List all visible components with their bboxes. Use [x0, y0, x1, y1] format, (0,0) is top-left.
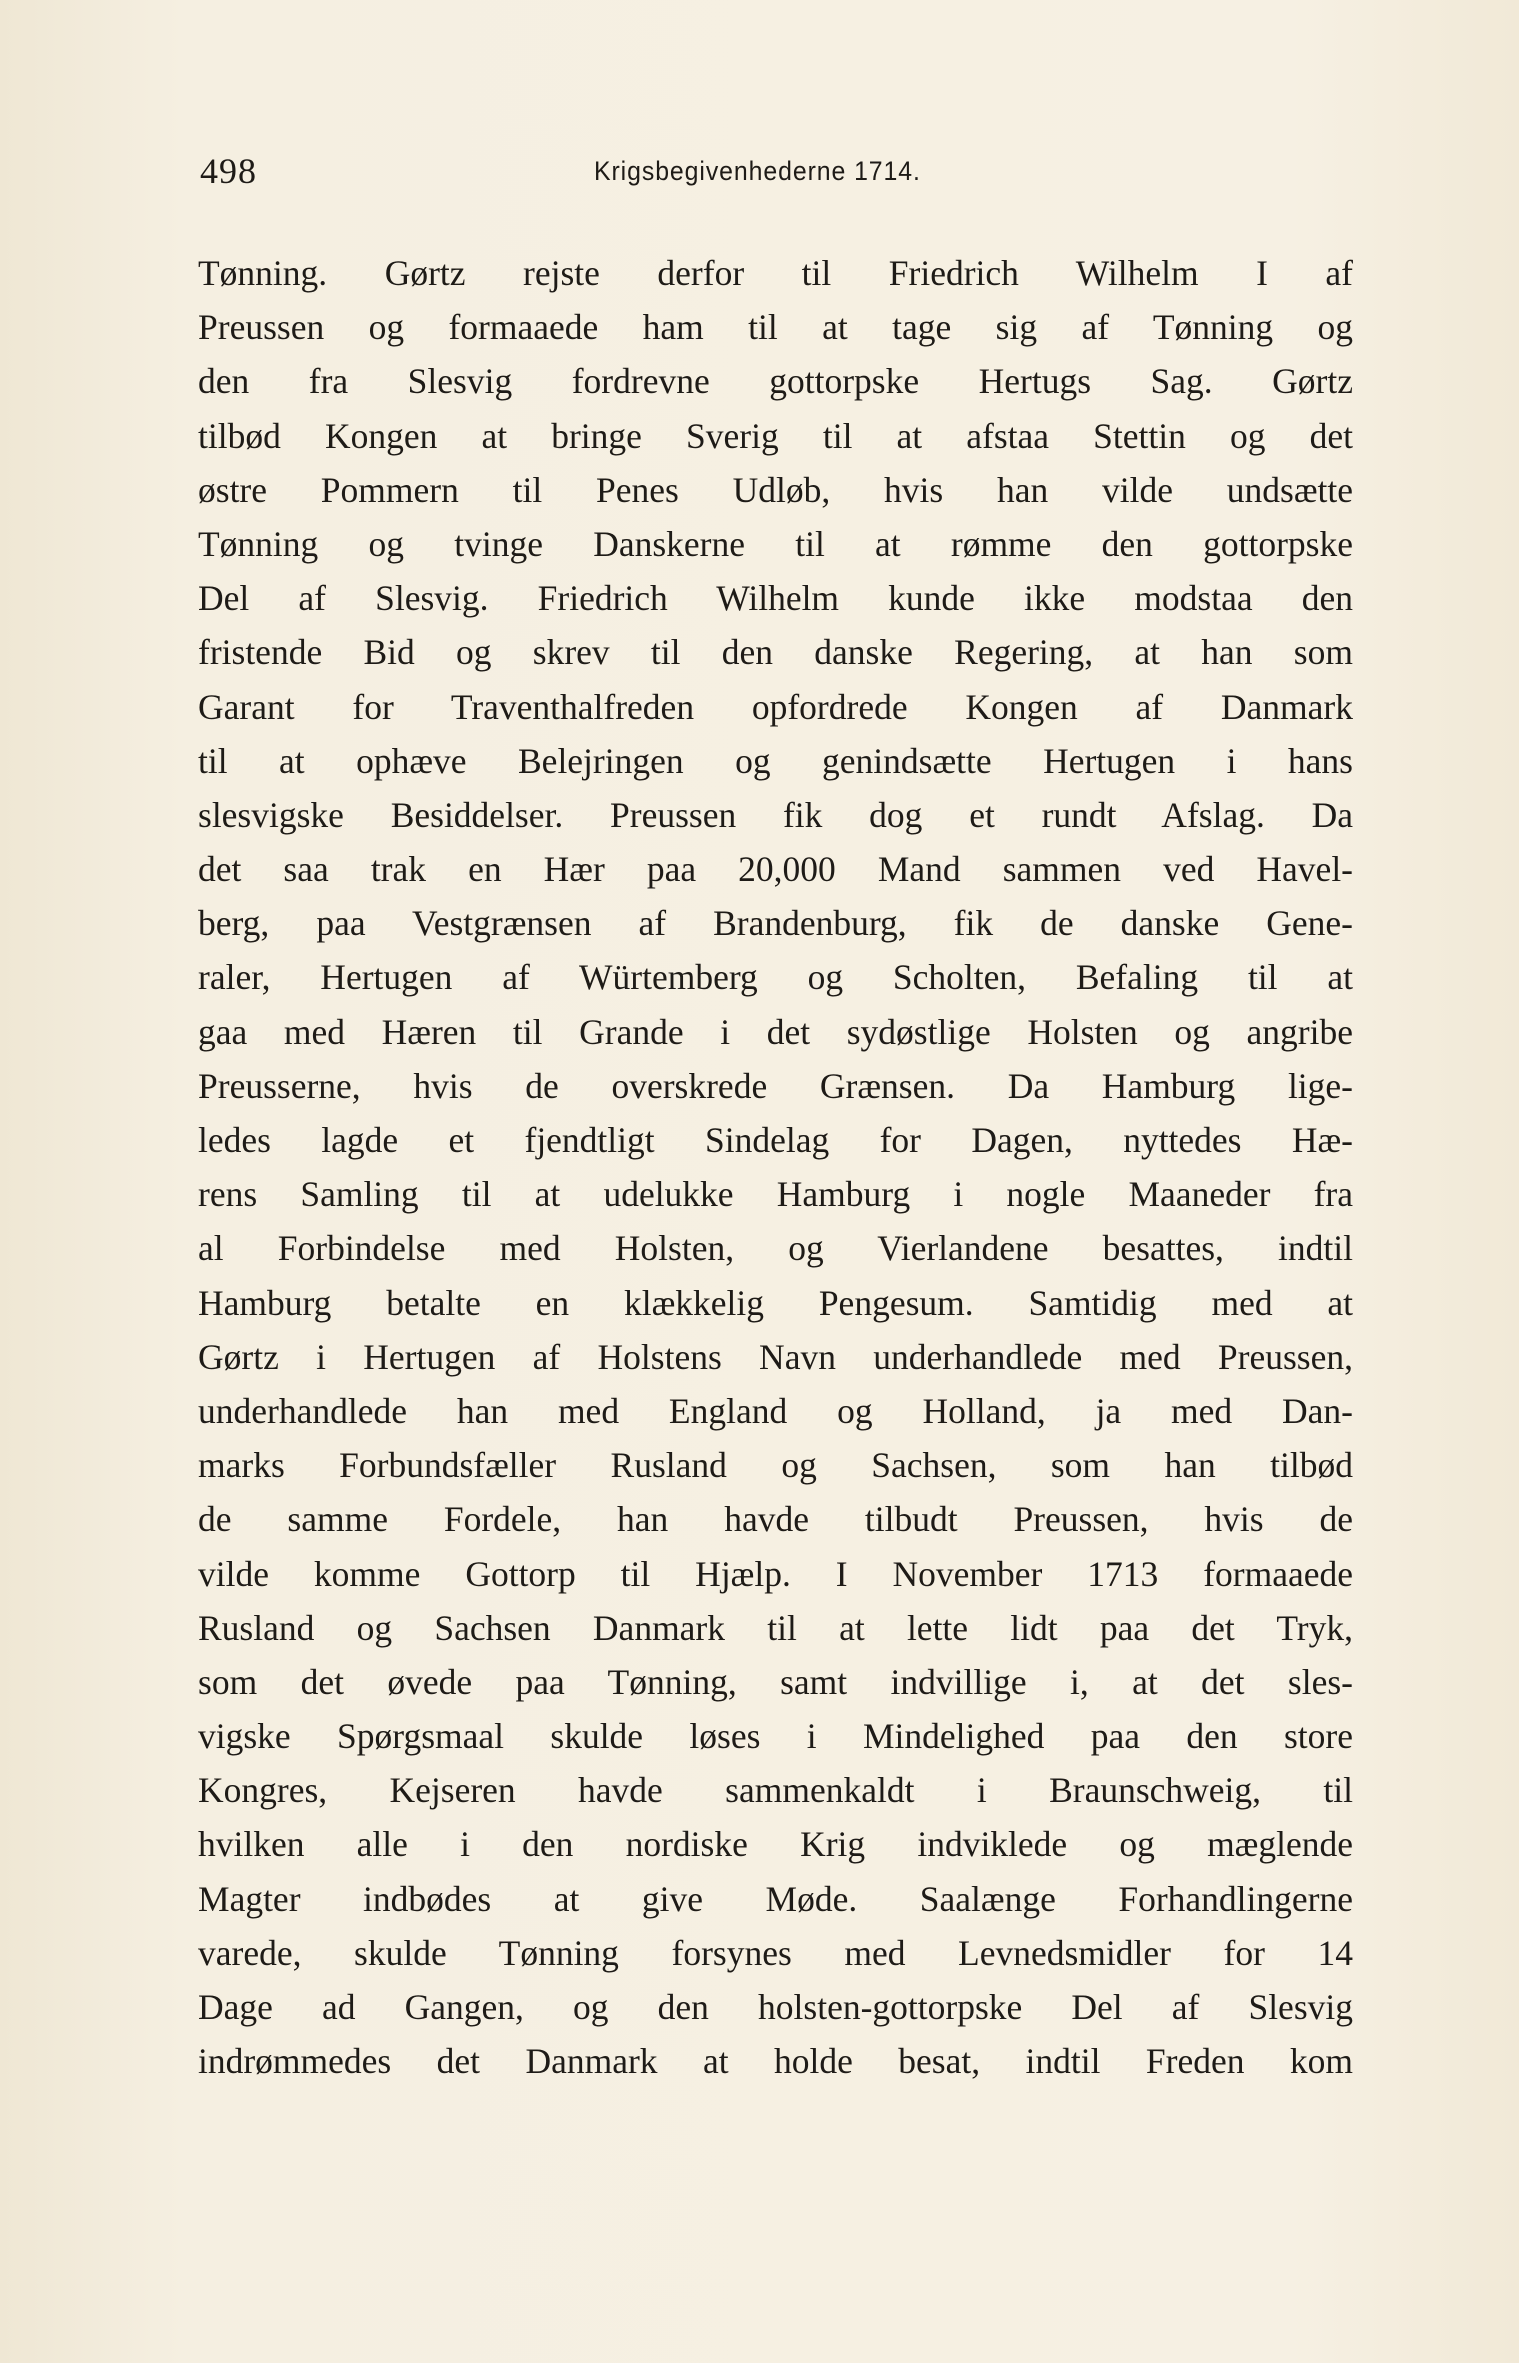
text-line: det saa trak en Hær paa 20,000 Mand sammen ved Havel-: [198, 849, 1353, 890]
text-line: indrømmedes det Danmark at holde besat, indtil Freden kom: [198, 2041, 1353, 2082]
text-line: Garant for Traventhalfreden opfordrede Kongen af Danmark: [198, 686, 1353, 727]
text-line: Preussen og formaaede ham til at tage sig af Tønning og: [198, 307, 1353, 348]
text-line: fristende Bid og skrev til den danske Regering, at han som: [198, 632, 1353, 673]
text-line: østre Pommern til Penes Udløb, hvis han vilde undsætte: [198, 469, 1353, 510]
text-line: den fra Slesvig fordrevne gottorpske Hertugs Sag. Gørtz: [198, 361, 1353, 402]
text-line: vilde komme Gottorp til Hjælp. I November 1713 formaaede: [198, 1553, 1353, 1594]
text-line: underhandlede han med England og Holland, ja med Dan-: [198, 1390, 1353, 1431]
text-line: Magter indbødes at give Møde. Saalænge Forhandlingerne: [198, 1878, 1353, 1919]
text-line: Kongres, Kejseren havde sammenkaldt i Braunschweig, til: [198, 1770, 1353, 1811]
page-number: 498: [200, 151, 257, 191]
text-line: Tønning. Gørtz rejste derfor til Friedrich Wilhelm I af: [198, 253, 1353, 293]
text-line: Del af Slesvig. Friedrich Wilhelm kunde ikke modstaa den: [198, 578, 1353, 619]
text-line: gaa med Hæren til Grande i det sydøstlige Holsten og angribe: [198, 1011, 1353, 1052]
text-line: de samme Fordele, han havde tilbudt Preussen, hvis de: [198, 1499, 1353, 1540]
text-line: marks Forbundsfæller Rusland og Sachsen, som han tilbød: [198, 1445, 1353, 1486]
text-line: vigske Spørgsmaal skulde løses i Mindelighed paa den store: [198, 1716, 1353, 1757]
text-line: Preusserne, hvis de overskrede Grænsen. Da Hamburg lige-: [198, 1065, 1353, 1106]
text-line: al Forbindelse med Holsten, og Vierlandene besattes, indtil: [198, 1228, 1353, 1269]
text-line: Rusland og Sachsen Danmark til at lette lidt paa det Tryk,: [198, 1607, 1353, 1648]
text-line: varede, skulde Tønning forsynes med Levnedsmidler for 14: [198, 1932, 1353, 1973]
text-line: ledes lagde et fjendtligt Sindelag for Dagen, nyttedes Hæ-: [198, 1120, 1353, 1160]
text-line: Hamburg betalte en klækkelig Pengesum. Samtidig med at: [198, 1282, 1353, 1323]
text-line: slesvigske Besiddelser. Preussen fik dog et rundt Afslag. Da: [198, 794, 1353, 835]
text-line: hvilken alle i den nordiske Krig indviklede og mæglende: [198, 1824, 1353, 1865]
text-line: Tønning og tvinge Danskerne til at rømme den gottorpske: [198, 523, 1353, 564]
text-line: rens Samling til at udelukke Hamburg i nogle Maaneder fra: [198, 1174, 1353, 1215]
text-line: raler, Hertugen af Würtemberg og Scholten, Befaling til at: [198, 957, 1353, 998]
running-title: Krigsbegivenhederne 1714.: [594, 156, 921, 186]
text-line: tilbød Kongen at bringe Sverig til at afstaa Stettin og det: [198, 415, 1353, 456]
text-line: Gørtz i Hertugen af Holstens Navn underhandlede med Preussen,: [198, 1336, 1353, 1377]
text-line: Dage ad Gangen, og den holsten-gottorpske Del af Slesvig: [198, 1987, 1353, 2027]
text-line: som det øvede paa Tønning, samt indvillige i, at det sles-: [198, 1661, 1353, 1702]
text-line: til at ophæve Belejringen og genindsætte Hertugen i hans: [198, 740, 1353, 781]
body-text: [198, 246, 1353, 2088]
page-header: [200, 150, 1350, 200]
text-line: berg, paa Vestgrænsen af Brandenburg, fik de danske Gene-: [198, 903, 1353, 944]
